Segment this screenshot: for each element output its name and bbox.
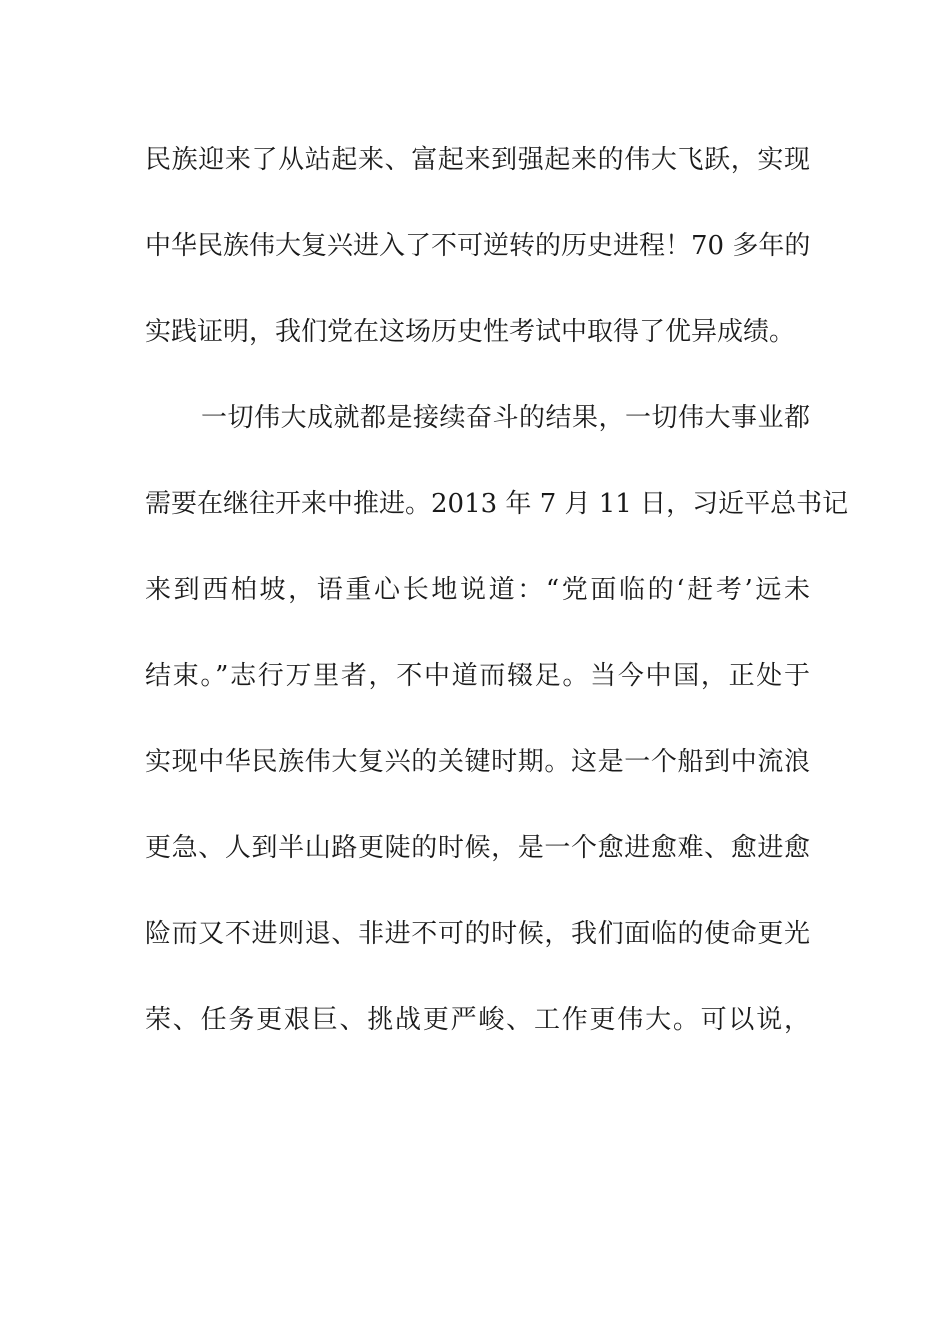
text-line: 民族迎来了从站起来、富起来到强起来的伟大飞跃，实现 xyxy=(145,145,810,175)
body-text xyxy=(145,132,849,1078)
text-line: 实践证明，我们党在这场历史性考试中取得了优异成绩。 xyxy=(145,317,796,347)
text-line: 实现中华民族伟大复兴的关键时期。这是一个船到中流浪 xyxy=(145,747,810,777)
paragraph-first-line: 一切伟大成就都是接续奋斗的结果，一切伟大事业都 xyxy=(201,403,810,433)
text-line: 需要在继往开来中推进。2013 年 7 月 11 日，习近平总书记 xyxy=(145,489,849,519)
text-line: 中华民族伟大复兴进入了不可逆转的历史进程！70 多年的 xyxy=(145,231,811,261)
text-line: 结束。”志行万里者，不中道而辍足。当今中国，正处于 xyxy=(145,661,810,691)
text-line: 荣、任务更艰巨、挑战更严峻、工作更伟大。可以说， xyxy=(145,1005,810,1035)
text-line: 险而又不进则退、非进不可的时候，我们面临的使命更光 xyxy=(145,919,810,949)
text-line: 更急、人到半山路更陡的时候，是一个愈进愈难、愈进愈 xyxy=(145,833,810,863)
text-line: 来到西柏坡，语重心长地说道：“党面临的‘赶考’远未 xyxy=(145,575,810,605)
